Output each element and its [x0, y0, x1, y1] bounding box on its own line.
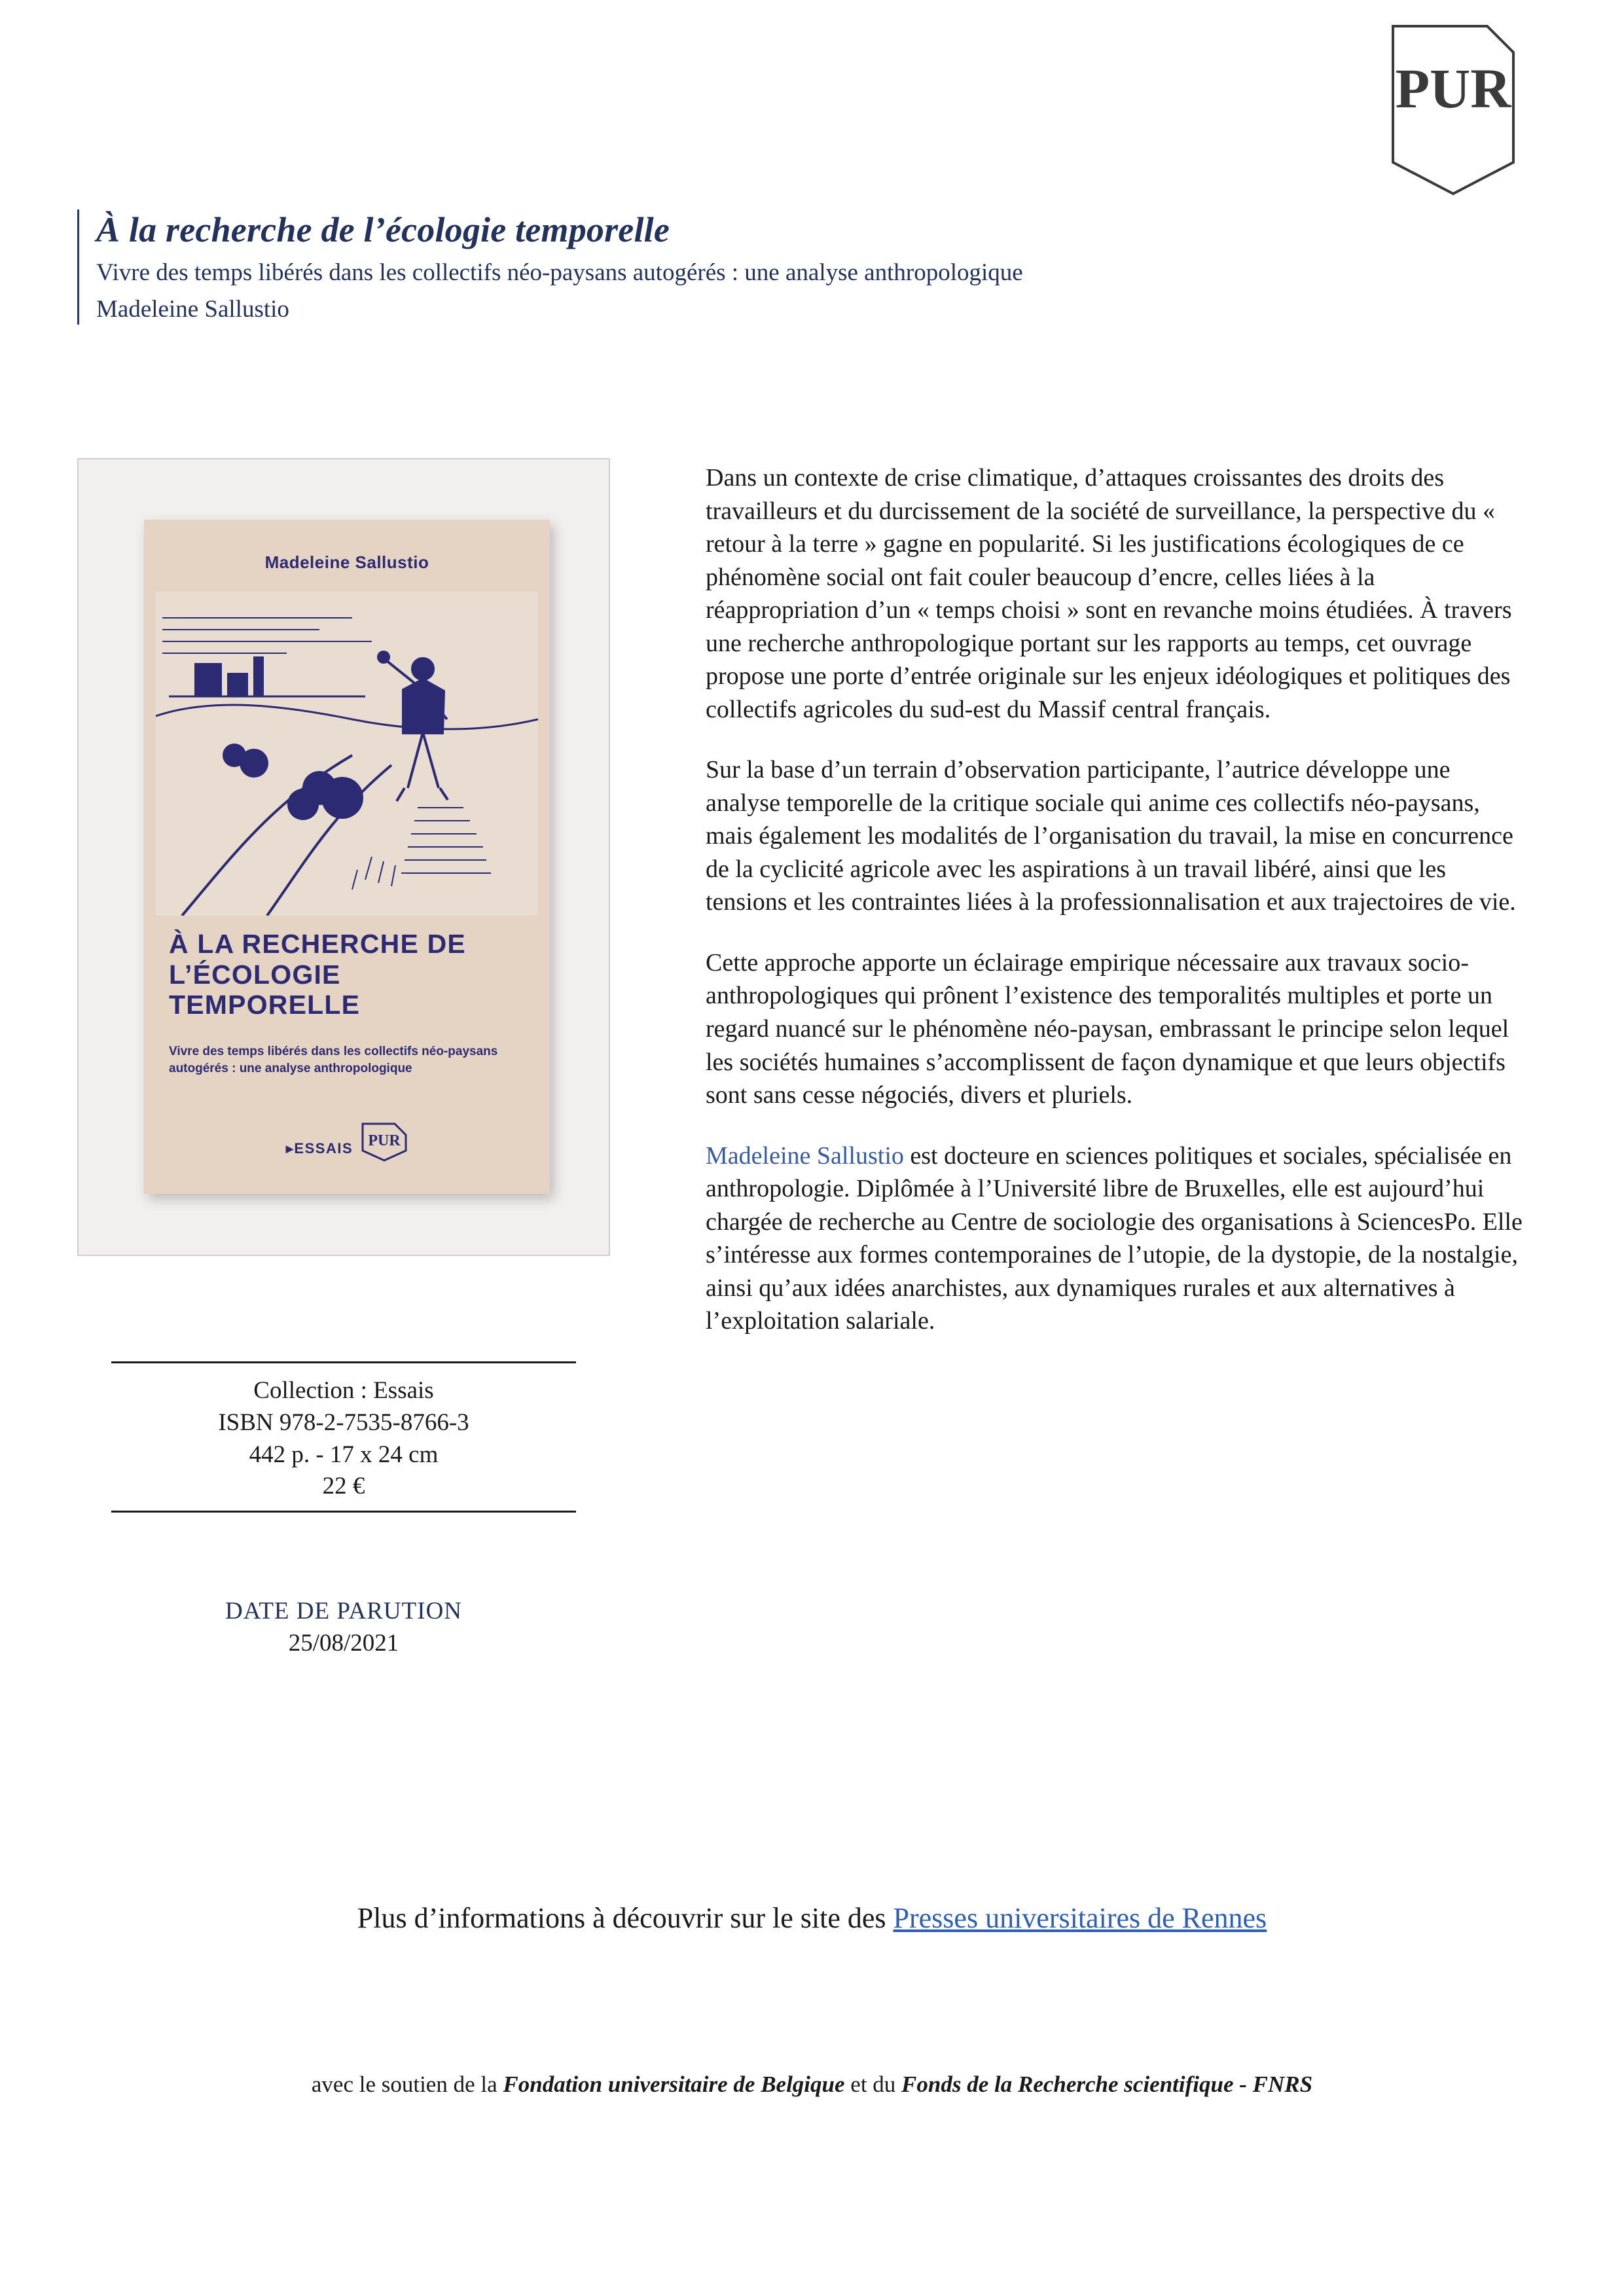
author-bio [706, 1139, 1523, 1338]
book-format: 442 p. - 17 x 24 cm [249, 1441, 439, 1468]
cover-collection-badge: ▸ESSAIS [285, 1140, 353, 1157]
book-metadata [111, 1361, 576, 1513]
page-subtitle: Vivre des temps libérés dans les collectifs néo-paysans autogérés : une analyse anthropologique [96, 259, 1023, 286]
description-column [706, 461, 1523, 1365]
svg-text:PUR: PUR [368, 1132, 401, 1149]
cover-title: À LA RECHERCHE DE L’ÉCOLOGIE TEMPORELLE [169, 929, 466, 1020]
cover-illustration [156, 592, 538, 916]
book-price: 22 € [322, 1473, 365, 1500]
book-cover-image [77, 458, 610, 1256]
cover-subtitle: Vivre des temps libérés dans les collectifs néo-paysans autogérés : une analyse anthropologique [169, 1045, 498, 1075]
page-title: À la recherche de l’écologie temporelle [96, 210, 670, 249]
description-paragraph-2: Sur la base d’un terrain d’observation participante, l’autrice développe une analyse temporelle de la critique sociale qui anime ces collectifs néo-paysans, mais également les modalités de l’organisation du travail, la mise en concurrence de la cyclicité agricole avec les aspirations à un travail libéré, ainsi que les tensions et les contraintes liées à la professionnalisation et aux trajectoires de vie. [706, 756, 1516, 916]
publication-block [111, 1597, 576, 1657]
title-block [77, 209, 1340, 325]
support-middle: et du [844, 2072, 902, 2097]
author-bio-name: Madeleine Sallustio [706, 1141, 904, 1170]
support-org-1: Fondation universitaire de Belgique [503, 2072, 845, 2097]
description-paragraph-1: Dans un contexte de crise climatique, d’attaques croissantes des droits des travailleurs et du durcissement de la société de surveillance, la perspective du « retour à la terre » gagne en popularité. Si les justifications écologiques de ce phénomène social ont fait couler beaucoup d’encre, celles liées à la réappropriation d’un « temps choisi » sont en revanche moins étudiées. À travers une recherche anthropologique portant sur les rapports au temps, cet ouvrage propose une porte d’entrée originale sur les enjeux idéologiques et politiques des collectifs agricoles du sud-est du Massif central français. [706, 464, 1512, 723]
more-info-prefix: Plus d’informations à découvrir sur le site des [357, 1902, 893, 1934]
page-author: Madeleine Sallustio [96, 295, 289, 323]
more-info-line [0, 1901, 1624, 1935]
publication-date: 25/08/2021 [288, 1630, 399, 1657]
cover-author: Madeleine Sallustio [264, 552, 429, 572]
divider-bottom [111, 1511, 576, 1513]
publisher-website-link[interactable]: Presses universitaires de Rennes [893, 1902, 1267, 1934]
cover-pur-logo [361, 1122, 408, 1162]
support-line [0, 2072, 1624, 2098]
support-org-2: Fonds de la Recherche scientifique - FNRS [901, 2072, 1313, 2097]
book-isbn: ISBN 978-2-7535-8766-3 [218, 1408, 469, 1436]
publication-label: DATE DE PARUTION [225, 1598, 463, 1624]
book-collection: Collection : Essais [253, 1377, 434, 1404]
description-paragraph-3: Cette approche apporte un éclairage empirique nécessaire aux travaux socio-anthropologiques qui prônent l’existence des temporalités multiples et porte un regard nuancé sur le phénomène néo-paysan, embrassant le principe selon lequel les sociétés humaines s’accomplissent de façon dynamique et que leurs objectifs sont sans cesse négociés, divers et pluriels. [706, 948, 1509, 1109]
pur-logo [1389, 22, 1517, 198]
support-prefix: avec le soutien de la [311, 2072, 503, 2097]
author-bio-text: est docteure en sciences politiques et sociales, spécialisée en anthropologie. Diplômée à l’Université libre de Bruxelles, elle est aujourd’hui chargée de recherche au Centre de sociologie des organisations à SciencesPo. Elle s’intéresse aux formes contemporaines de l’utopie, de la dystopie, de la nostalgie, ainsi qu’aux idées anarchistes, aux dynamiques rurales et aux alternatives à l’exploitation salariale. [706, 1141, 1523, 1335]
cover-badges [144, 1122, 550, 1162]
svg-text:PUR: PUR [1395, 57, 1511, 120]
book-cover-front [144, 520, 550, 1194]
